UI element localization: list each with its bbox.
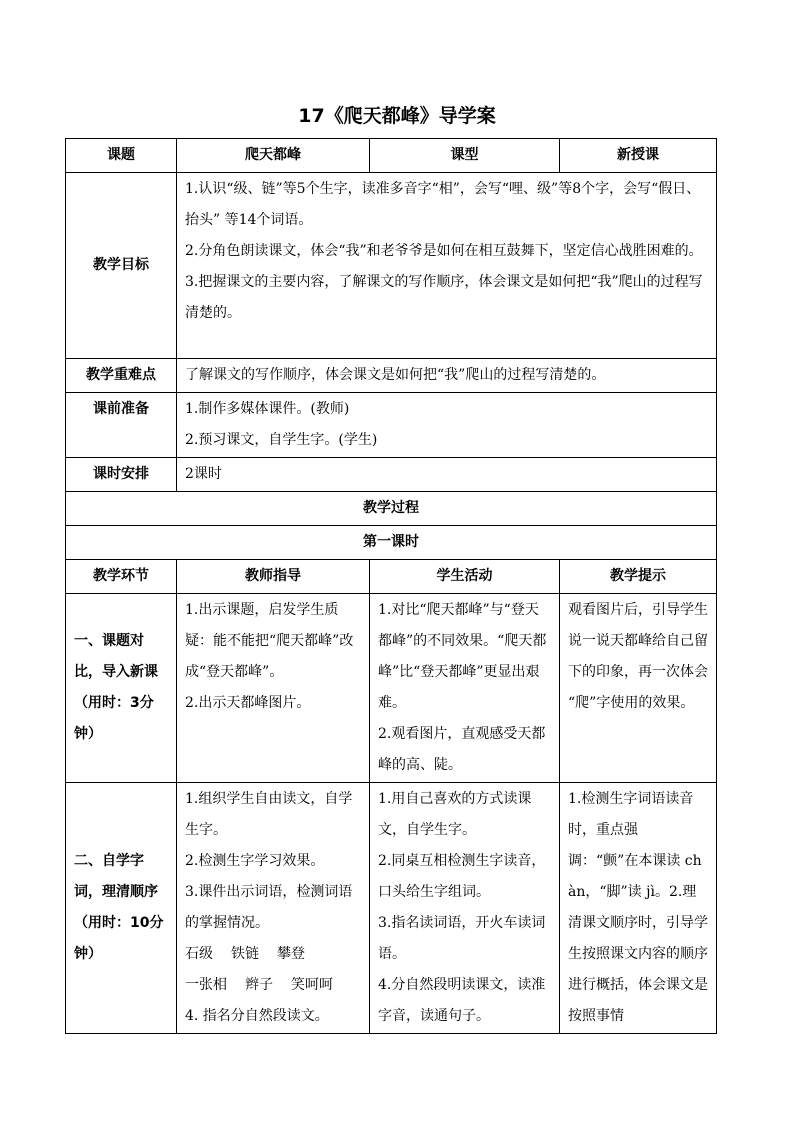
teacher-item: 4. 指名分自然段读文。 [185, 1008, 329, 1024]
word: 攀登 [277, 946, 305, 962]
preparation-label: 课前准备 [66, 393, 177, 458]
process-title-row [66, 492, 717, 526]
word: 笑呵呵 [291, 977, 333, 993]
preparation-item: 1.制作多媒体课件。(教师) [185, 401, 350, 417]
column-header-row [66, 560, 717, 594]
schedule-label: 课时安排 [66, 458, 177, 492]
word: 一张相 [185, 977, 227, 993]
subject-row [66, 139, 717, 173]
column-header: 教学环节 [66, 560, 177, 594]
step-tip: 1.检测生字词语读音时，重点强调：“颤”在本课读 chàn，“脚”读 jì。2.理清课文顺序时，引导学生按照课文内容的顺序进行概括，体会课文是按照事情 [560, 783, 717, 1034]
step-teacher [177, 783, 370, 1034]
objectives-row [66, 173, 717, 359]
schedule-row [66, 458, 717, 492]
column-header: 教师指导 [177, 560, 370, 594]
word: 辫子 [245, 977, 273, 993]
word: 石级 [185, 946, 213, 962]
lesson-title: 第一课时 [66, 526, 717, 560]
lesson-title-row [66, 526, 717, 560]
preparation-row [66, 393, 717, 458]
student-item: 3.指名读词语，开火车读词语。 [378, 915, 546, 962]
lesson-type-value: 新授课 [560, 139, 717, 173]
column-header: 学生活动 [370, 560, 560, 594]
key-points-content: 了解课文的写作顺序，体会课文是如何把“我”爬山的过程写清楚的。 [177, 359, 717, 393]
objective-item: 2.分角色朗读课文，体会“我”和老爷爷是如何在相互鼓舞下，坚定信心战胜困难的。 [185, 243, 703, 259]
lesson-type-label: 课型 [370, 139, 560, 173]
student-item: 1.用自己喜欢的方式读课文，自学生字。 [378, 791, 532, 838]
subject-value: 爬天都峰 [177, 139, 370, 173]
preparation-item: 2.预习课文，自学生字。(学生) [185, 432, 378, 448]
word-list [185, 970, 361, 1001]
objectives-label: 教学目标 [66, 173, 177, 359]
step-row [66, 594, 717, 783]
key-points-row [66, 359, 717, 393]
student-item: 4.分自然段明读课文，读准字音，读通句子。 [378, 977, 546, 1024]
student-item: 2.同桌互相检测生字读音，口头给生字组词。 [378, 853, 546, 900]
student-item: 2.观看图片，直观感受天都峰的高、陡。 [378, 726, 546, 773]
student-item: 1.对比“爬天都峰”与“登天都峰”的不同效果。“爬天都峰”比“登天都峰”更显出艰难。 [378, 602, 547, 711]
subject-label: 课题 [66, 139, 177, 173]
step-row [66, 783, 717, 1034]
schedule-content: 2课时 [177, 458, 717, 492]
objective-item: 3.把握课文的主要内容，了解课文的写作顺序，体会课文是如何把“我”爬山的过程写清楚的。 [185, 274, 703, 321]
objective-item: 1.认识“级、链”等5个生字，读准多音字“相”，会写“哩、级”等8个字，会写“假日、抬头” 等14个词语。 [185, 181, 701, 228]
key-points-label: 教学重难点 [66, 359, 177, 393]
word: 铁链 [231, 946, 259, 962]
objectives-content [177, 173, 717, 359]
teacher-item: 2.检测生字学习效果。 [185, 853, 325, 869]
step-student [370, 594, 560, 783]
step-student [370, 783, 560, 1034]
teacher-item: 2.出示天都峰图片。 [185, 695, 311, 711]
process-title: 教学过程 [66, 492, 717, 526]
step-tip: 观看图片后，引导学生说一说天都峰给自己留下的印象，再一次体会 “爬”字使用的效果。 [560, 594, 717, 783]
column-header: 教学提示 [560, 560, 717, 594]
lesson-plan-table [65, 138, 717, 1034]
teacher-item: 3.课件出示词语，检测词语的掌握情况。 [185, 884, 353, 931]
step-stage: 一、课题对比，导入新课（用时：3分钟） [66, 594, 177, 783]
step-stage: 二、自学字词，理清顺序（用时：10分钟） [66, 783, 177, 1034]
teacher-item: 1.出示课题，启发学生质疑：能不能把“爬天都峰”改成“登天都峰”。 [185, 602, 354, 680]
teacher-item: 1.组织学生自由读文，自学生字。 [185, 791, 353, 838]
preparation-content [177, 393, 717, 458]
word-list [185, 939, 361, 970]
page-title: 17《爬天都峰》导学案 [298, 105, 496, 127]
step-teacher [177, 594, 370, 783]
